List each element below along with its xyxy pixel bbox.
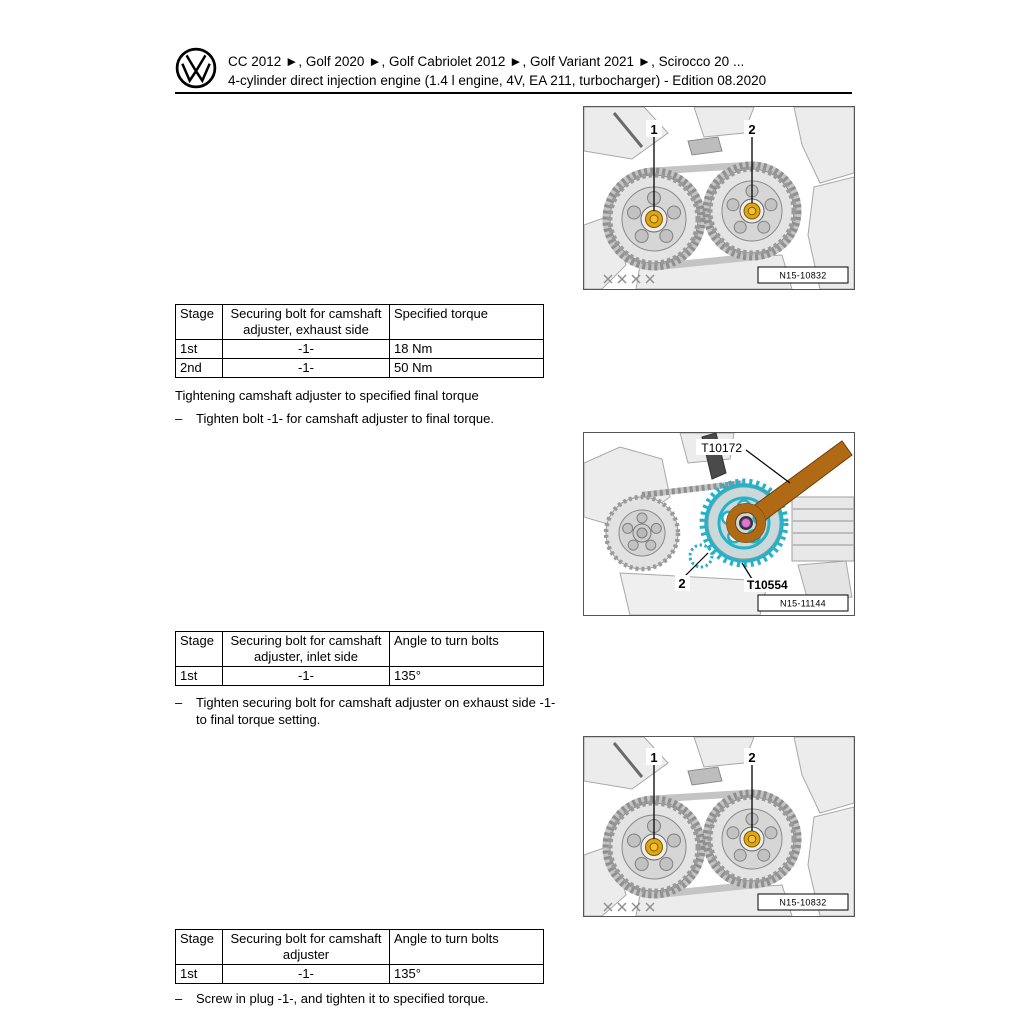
section-caption: Tightening camshaft adjuster to specified final torque	[175, 388, 479, 403]
figure-camshaft-adjusters-1	[583, 106, 855, 290]
instruction-step	[175, 410, 494, 427]
header-divider	[175, 92, 852, 94]
col-header-stage: Stage	[176, 930, 223, 965]
cell-bolt: -1-	[223, 359, 390, 378]
cell-stage: 1st	[176, 340, 223, 359]
table-row	[176, 667, 544, 686]
cell-stage: 1st	[176, 667, 223, 686]
cell-bolt: -1-	[223, 965, 390, 984]
svg-text:T10172: T10172	[701, 441, 742, 455]
torque-table-exhaust	[175, 304, 544, 378]
svg-text:1: 1	[650, 122, 658, 137]
bullet-dash: –	[175, 991, 183, 1006]
vw-logo-ring	[177, 49, 215, 87]
col-header-desc: Securing bolt for camshaft adjuster, exhaust side	[223, 305, 390, 340]
header-model-line: CC 2012 ►, Golf 2020 ►, Golf Cabriolet 2012 ►, Golf Variant 2021 ►, Scirocco 20 ...	[228, 54, 745, 69]
svg-text:2: 2	[748, 122, 756, 137]
svg-text:T10554: T10554	[747, 578, 788, 592]
svg-text:N15-10832: N15-10832	[779, 270, 827, 281]
figure-camshaft-tool	[583, 432, 855, 616]
svg-text:2: 2	[678, 576, 686, 591]
cell-bolt: -1-	[223, 340, 390, 359]
cell-value: 18 Nm	[390, 340, 544, 359]
figure-ref-label	[758, 595, 848, 611]
instruction-step	[175, 990, 489, 1007]
table-row	[176, 359, 544, 378]
svg-text:N15-10832: N15-10832	[779, 897, 827, 908]
document-header	[228, 52, 766, 90]
bullet-dash: –	[175, 411, 183, 426]
callout-tool-bottom	[742, 563, 796, 592]
torque-table-inlet	[175, 631, 544, 686]
svg-text:1: 1	[650, 750, 658, 765]
col-header-value: Angle to turn bolts	[390, 632, 544, 667]
bullet-dash: –	[175, 695, 183, 710]
col-header-desc: Securing bolt for camshaft adjuster, inlet side	[223, 632, 390, 667]
header-engine-line: 4-cylinder direct injection engine (1.4 l engine, 4V, EA 211, turbocharger) - Edition 08.2020	[228, 73, 767, 88]
cell-value: 135°	[390, 965, 544, 984]
figure-camshaft-adjusters-2	[583, 736, 855, 917]
table-row	[176, 965, 544, 984]
table-header-row	[176, 632, 544, 667]
cell-value: 135°	[390, 667, 544, 686]
table-header-row	[176, 305, 544, 340]
table-header-row	[176, 930, 544, 965]
instruction-text: Tighten bolt -1- for camshaft adjuster to final torque.	[196, 411, 494, 426]
col-header-value: Specified torque	[390, 305, 544, 340]
col-header-desc: Securing bolt for camshaft adjuster	[223, 930, 390, 965]
instruction-step	[175, 694, 562, 728]
cell-value: 50 Nm	[390, 359, 544, 378]
center-bolt-marker	[742, 519, 751, 528]
svg-text:N15-11144: N15-11144	[780, 598, 826, 609]
camshaft-sprocket-left	[606, 497, 678, 569]
cell-stage: 1st	[176, 965, 223, 984]
cylinder-head-block	[792, 497, 854, 561]
vw-logo	[175, 47, 217, 89]
table-row	[176, 340, 544, 359]
tool-mesh-gear	[690, 545, 712, 567]
col-header-stage: Stage	[176, 305, 223, 340]
svg-text:2: 2	[748, 750, 756, 765]
col-header-value: Angle to turn bolts	[390, 930, 544, 965]
torque-table-adjuster	[175, 929, 544, 984]
instruction-text: Tighten securing bolt for camshaft adjuster on exhaust side -1- to final torque setting.	[196, 695, 556, 727]
instruction-text: Screw in plug -1-, and tighten it to specified torque.	[196, 991, 489, 1006]
col-header-stage: Stage	[176, 632, 223, 667]
cell-stage: 2nd	[176, 359, 223, 378]
cell-bolt: -1-	[223, 667, 390, 686]
figure-ref-label	[758, 267, 848, 283]
figure-ref-label	[758, 894, 848, 910]
